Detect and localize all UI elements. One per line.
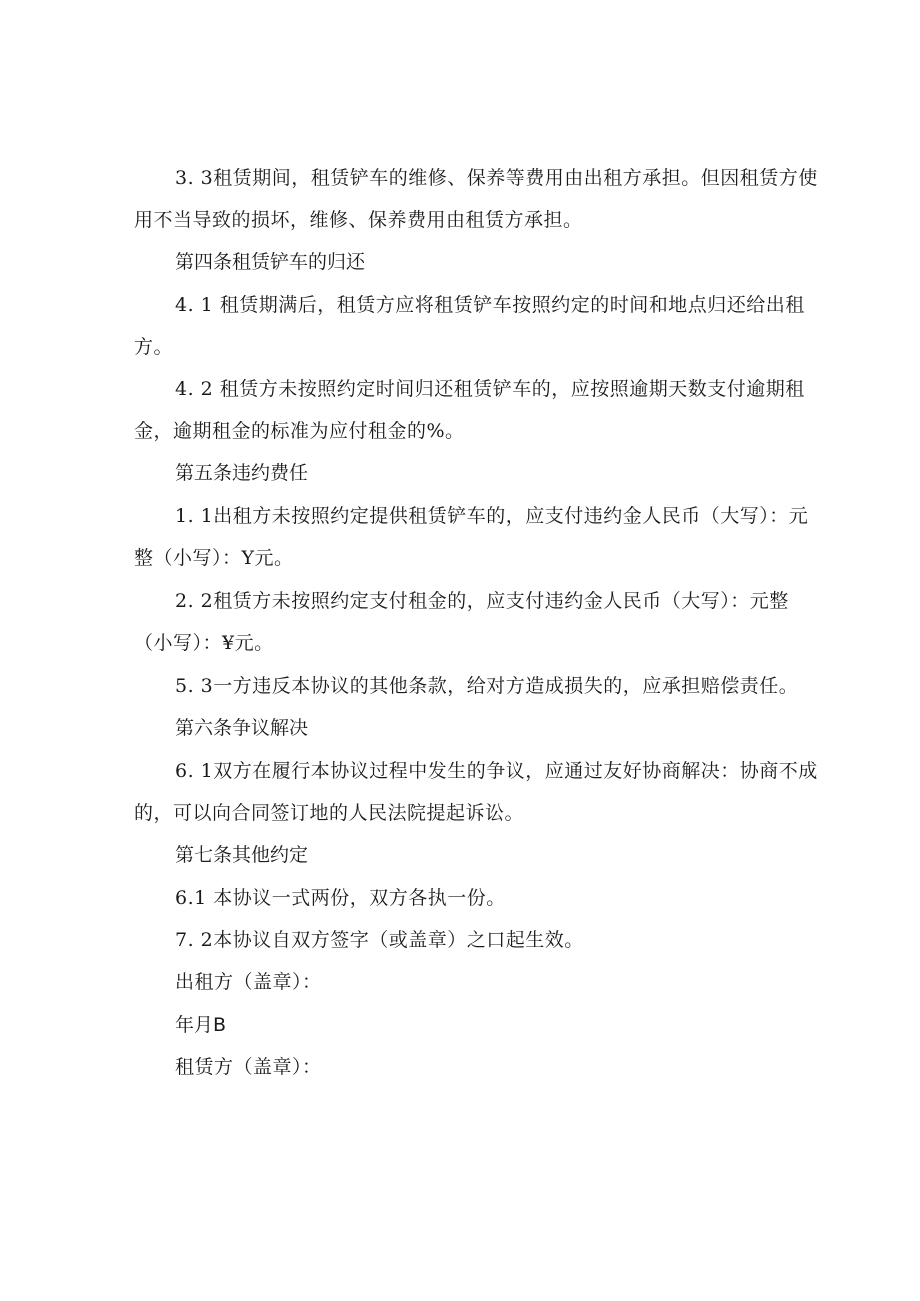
clause-5-2-line-2: （小写）：¥元。 [134, 632, 274, 654]
section-7-heading: 第七条其他约定 [175, 844, 309, 866]
clause-4-1-line-1: 4. 1 租赁期满后，租赁方应将租赁铲车按照约定的时间和地点归还给出租 [175, 294, 805, 316]
clause-5-1-line-1: 1. 1出租方未按照约定提供租赁铲车的，应支付违约金人民币（大写）：元 [175, 505, 809, 527]
clause-5-2-line-1: 2. 2租赁方未按照约定支付租金的，应支付违约金人民币（大写）：元整 [175, 590, 789, 612]
clause-3-3-line-2: 用不当导致的损坏，维修、保养费用由租赁方承担。 [134, 209, 583, 231]
clause-6-1-line-2: 的，可以向合同签订地的人民法院提起诉讼。 [134, 802, 525, 824]
lessor-signature-line: 出租方（盖章）： [175, 971, 322, 993]
clause-4-1-line-2: 方。 [134, 336, 174, 358]
lessee-signature-line: 租赁方（盖章）： [175, 1056, 322, 1078]
clause-3-3-line-1: 3. 3租赁期间，租赁铲车的维修、保养等费用由出租方承担。但因租赁方使 [175, 167, 818, 189]
clause-5-3-line-1: 5. 3一方违反本协议的其他条款，给对方造成损失的，应承担赔偿责任。 [175, 675, 799, 697]
clause-4-2-line-1: 4. 2 租赁方未按照约定时间归还租赁铲车的，应按照逾期天数支付逾期租 [175, 378, 805, 400]
clause-5-1-line-2: 整（小写）：Y元。 [134, 547, 294, 569]
date-line: 年月B [175, 1014, 227, 1036]
clause-4-2-line-2: 金，逾期租金的标准为应付租金的%。 [134, 420, 465, 442]
section-6-heading: 第六条争议解决 [175, 717, 309, 739]
clause-6-1-line-1: 6. 1双方在履行本协议过程中发生的争议，应通过友好协商解决：协商不成 [175, 760, 818, 782]
clause-7-2-line: 7. 2本协议自双方签字（或盖章）之口起生效。 [175, 929, 584, 951]
section-5-heading: 第五条违约费任 [175, 462, 309, 484]
section-4-heading: 第四条租赁铲车的归还 [175, 251, 366, 273]
clause-7-1-line: 6.1 本协议一式两份，双方各执一份。 [175, 887, 506, 909]
